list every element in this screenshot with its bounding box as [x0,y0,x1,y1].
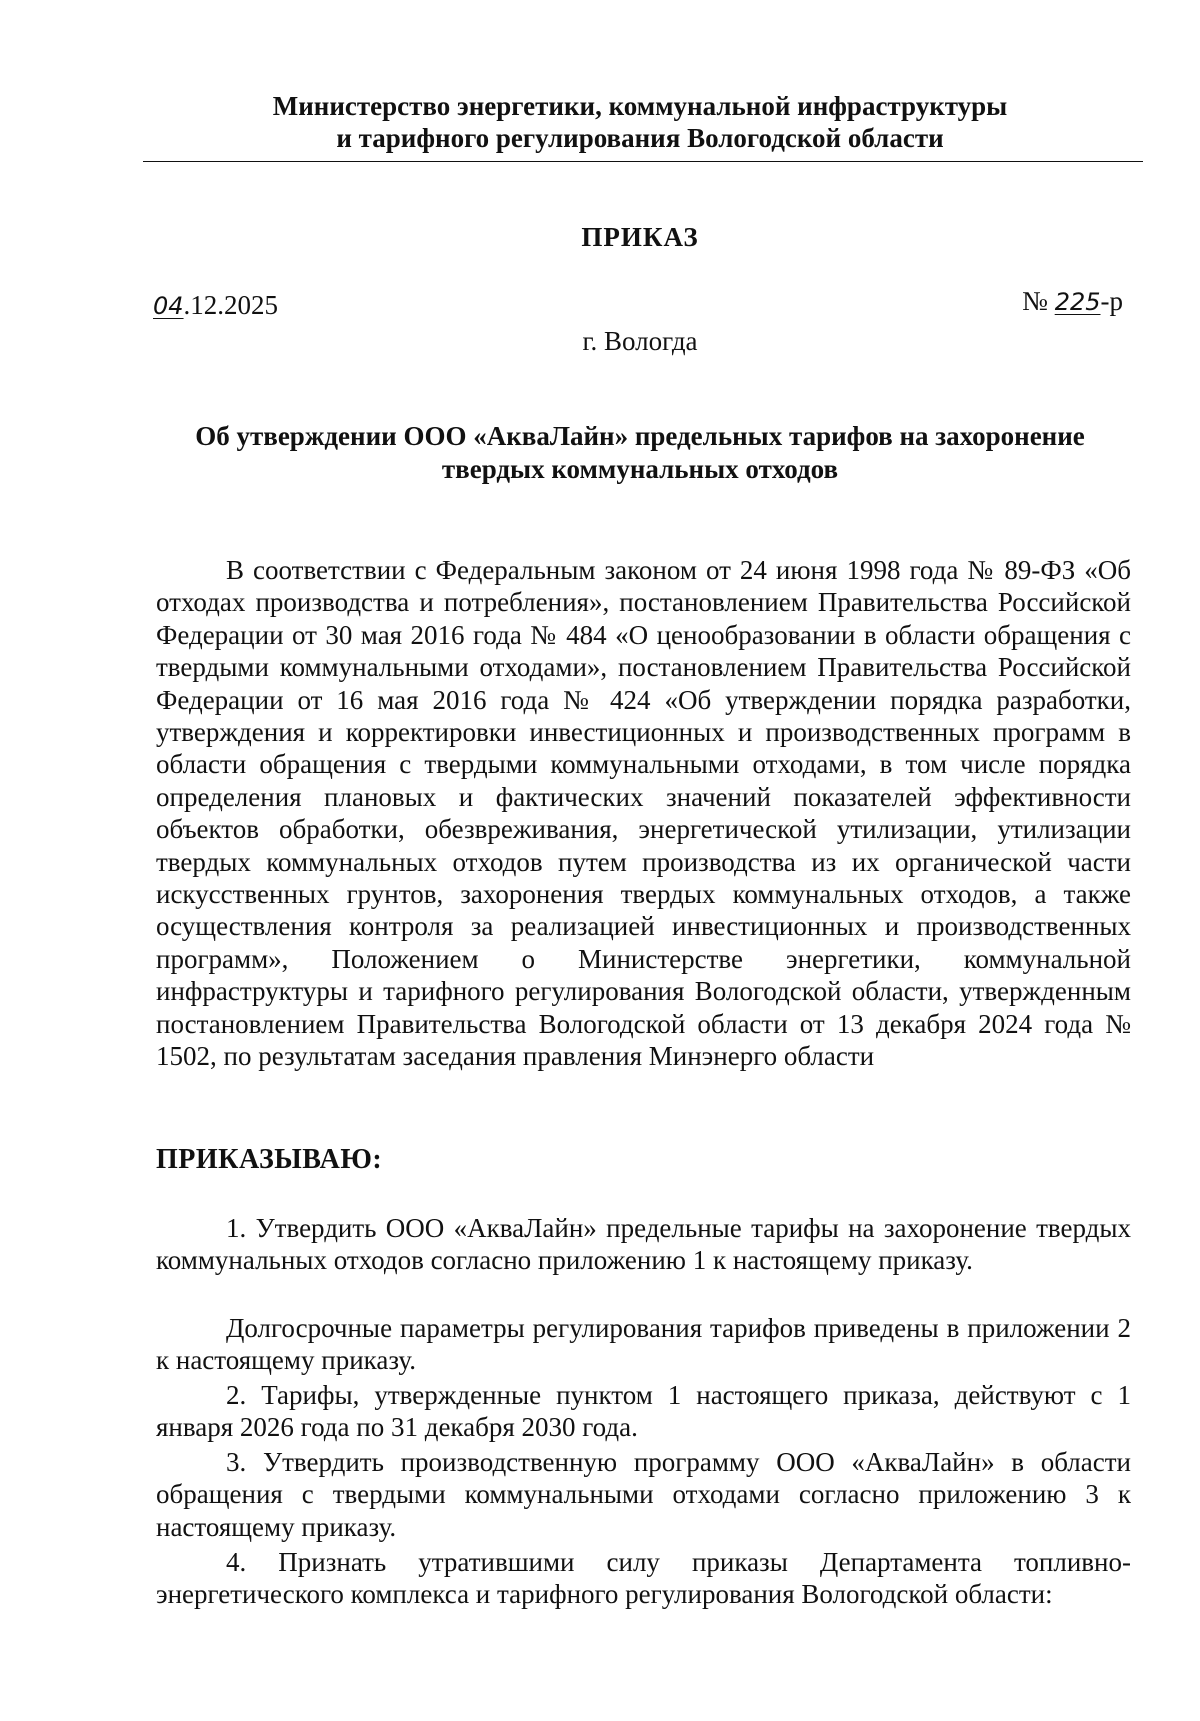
document-number [1022,286,1123,317]
item-2-paragraph: 2. Тарифы, утвержденные пунктом 1 настоящего приказа, действуют с 1 января 2026 года по 31 декабря 2030 года. [156,1380,1131,1443]
item-3-paragraph: 3. Утвердить производственную программу ООО «АкваЛайн» в области обращения с твердыми коммунальными отходами согласно приложению 3 к настоящему приказу. [156,1447,1131,1542]
number-handwritten: 225 [1054,288,1101,316]
ministry-line-2: и тарифного регулирования Вологодской области [336,123,944,153]
ministry-line-1: Министерство энергетики, коммунальной инфраструктуры [272,91,1008,121]
date-day-handwritten: 04 [153,292,184,320]
order-word: ПРИКАЗЫВАЮ: [156,1144,383,1175]
document-date [153,290,278,321]
number-suffix: -р [1100,286,1123,316]
number-prefix: № [1022,286,1048,316]
document-type: ПРИКАЗ [581,222,699,252]
item-1-paragraph: 1. Утвердить ООО «АкваЛайн» предельные тарифы на захоронение твердых коммунальных отходов согласно приложению 1 к настоящему приказу. [156,1213,1131,1276]
item-1-long-term-paragraph: Долгосрочные параметры регулирования тарифов приведены в приложении 2 к настоящему приказу. [156,1313,1131,1376]
document-city: г. Вологда [582,326,698,356]
document-subject [160,420,1120,486]
item-4-paragraph: 4. Признать утратившими силу приказы Департамента топливно-энергетического комплекса и тарифного регулирования Вологодской области: [156,1547,1131,1610]
date-month-year: .12.2025 [183,290,279,320]
preamble-paragraph: В соответствии с Федеральным законом от 24 июня 1998 года № 89-ФЗ «Об отходах производства и потребления», постановлением Правительства Российской Федерации от 30 мая 2016 года № 484 «О ценообразовании в области обращения с твердыми коммунальными отходами», постановлением Правительства Российской Федерации от 16 мая 2016 года № 424 «Об утверждении порядка разработки, утверждения и корректировки инвестиционных и производственных программ в области обращения с твердыми коммунальными отходами, в том числе порядка определения плановых и фактических значений показателей эффективности объектов обработки, обезвреживания, энергетической утилизации, утилизации твердых коммунальных отходов путем производства из их органической части искусственных грунтов, захоронения твердых коммунальных отходов, а также осуществления контроля за реализацией инвестиционных и производственных программ», Положением о Министерстве энергетики, коммунальной инфраструктуры и тарифного регулирования Вологодской области, утвержденным постановлением Правительства Вологодской области от 13 декабря 2024 года № 1502, по результатам заседания правления Минэнерго области [156,555,1131,1072]
subject-line-1: Об утверждении ООО «АкваЛайн» предельных тарифов на захоронение [195,421,1085,451]
header-divider [143,161,1143,162]
ministry-header [140,90,1140,154]
subject-line-2: твердых коммунальных отходов [441,454,839,484]
